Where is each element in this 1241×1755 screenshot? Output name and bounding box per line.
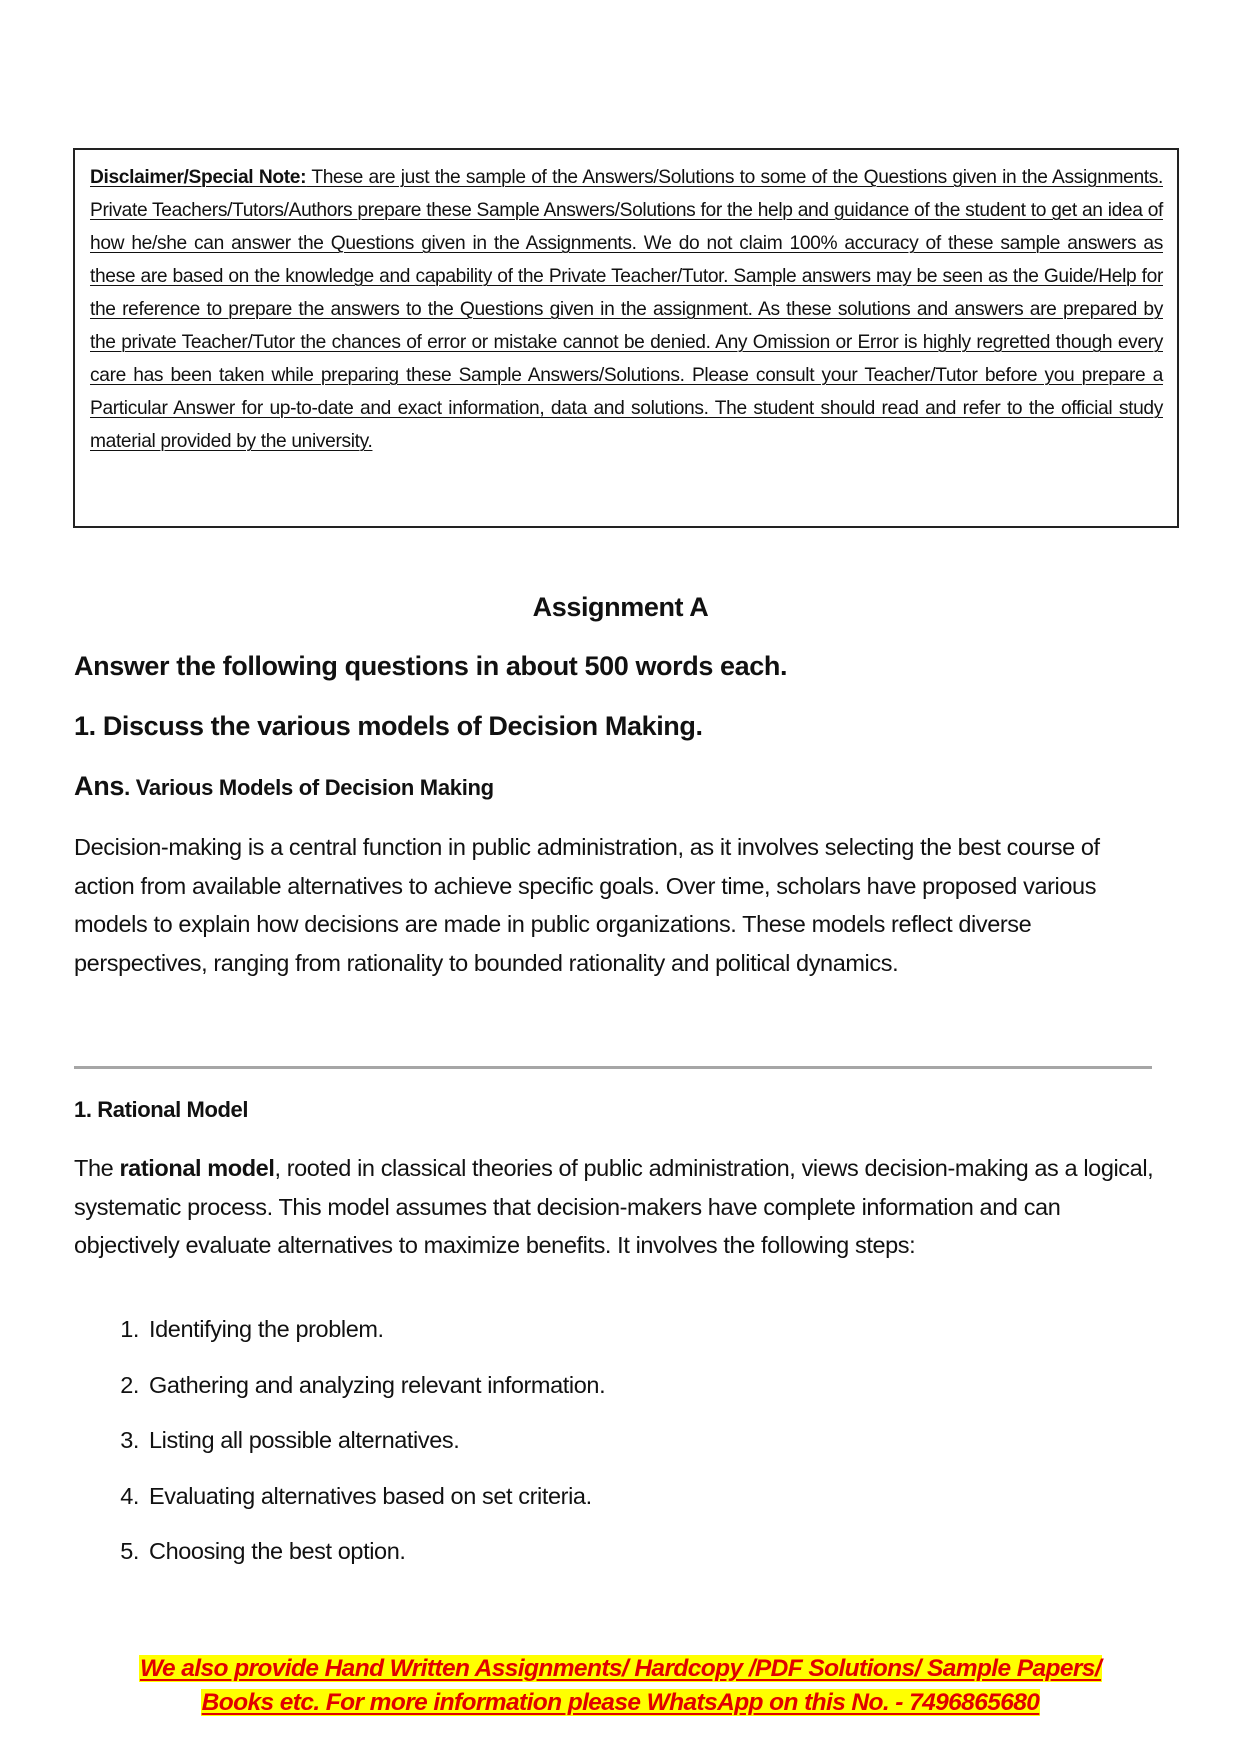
- list-item: [74, 1427, 605, 1483]
- list-item: [74, 1316, 605, 1372]
- step-number: 3.: [120, 1427, 139, 1453]
- disclaimer-box: [73, 148, 1179, 528]
- section-heading-rational-model: 1. Rational Model: [74, 1097, 249, 1122]
- promo-line-2: Books etc. For more information please WhatsApp on this No. - 7496865680: [201, 1689, 1040, 1716]
- list-item: [74, 1483, 605, 1539]
- para-text-before: The: [74, 1155, 120, 1181]
- instruction-heading: Answer the following questions in about 500 words each.: [74, 651, 788, 681]
- list-item: [74, 1372, 605, 1428]
- intro-paragraph: Decision-making is a central function in public administration, as it involves selecting the best course of action from available alternatives to achieve specific goals. Over time, scholars have proposed various models to explain how decisions are made in public organizations. These models reflect diverse perspectives, ranging from rationality to bounded rationality and political dynamics.: [74, 834, 1100, 976]
- assignment-title: Assignment A: [532, 592, 709, 622]
- step-number: 1.: [120, 1316, 139, 1342]
- list-item: [74, 1538, 605, 1594]
- disclaimer-text: [90, 161, 1163, 458]
- section-divider: [74, 1066, 1152, 1069]
- disclaimer-body: These are just the sample of the Answers/Solutions to some of the Questions given in the Assignments. Private Teachers/Tutors/Authors prepare these Sample Answers/Solutions for the help and guidance of the student to get an idea of how he/she can answer the Questions given in the Assignments. We do not claim 100% accuracy of these sample answers as these are based on the knowledge and capability of the Private Teacher/Tutor. Sample answers may be seen as the Guide/Help for the reference to prepare the answers to the Questions given in the assignment. As these solutions and answers are prepared by the private Teacher/Tutor the chances of error or mistake cannot be denied. Any Omission or Error is highly regretted though every care has been taken while preparing these Sample Answers/Solutions. Please consult your Teacher/Tutor before you prepare a Particular Answer for up-to-date and exact information, data and solutions. The student should read and refer to the official study material provided by the university.: [90, 167, 1163, 452]
- promo-line-1: We also provide Hand Written Assignments/ Hardcopy /PDF Solutions/ Sample Papers/: [139, 1655, 1102, 1682]
- steps-list: [74, 1316, 605, 1594]
- step-text: Evaluating alternatives based on set criteria.: [149, 1482, 592, 1509]
- step-text: Identifying the problem.: [149, 1316, 384, 1342]
- answer-prefix: Ans: [74, 771, 125, 801]
- para-text-after: , rooted in classical theories of public administration, views decision-making as a logical, systematic process. This model assumes that decision-makers have complete information and can objectively evaluate alternatives to maximize benefits. It involves the following steps:: [74, 1155, 1154, 1258]
- step-number: 4.: [120, 1482, 139, 1509]
- step-text: Choosing the best option.: [149, 1538, 406, 1564]
- disclaimer-label: Disclaimer/Special Note:: [90, 167, 307, 188]
- rational-model-paragraph: [74, 1149, 1154, 1265]
- question-heading: 1. Discuss the various models of Decision Making.: [74, 711, 703, 741]
- step-text: Listing all possible alternatives.: [149, 1427, 460, 1453]
- promo-banner: [0, 1652, 1241, 1720]
- step-number: 2.: [120, 1371, 139, 1398]
- para-bold-term: rational model: [119, 1155, 275, 1181]
- step-number: 5.: [120, 1538, 139, 1564]
- answer-heading: [74, 771, 494, 802]
- step-text: Gathering and analyzing relevant information.: [149, 1371, 606, 1398]
- answer-title: . Various Models of Decision Making: [124, 775, 494, 800]
